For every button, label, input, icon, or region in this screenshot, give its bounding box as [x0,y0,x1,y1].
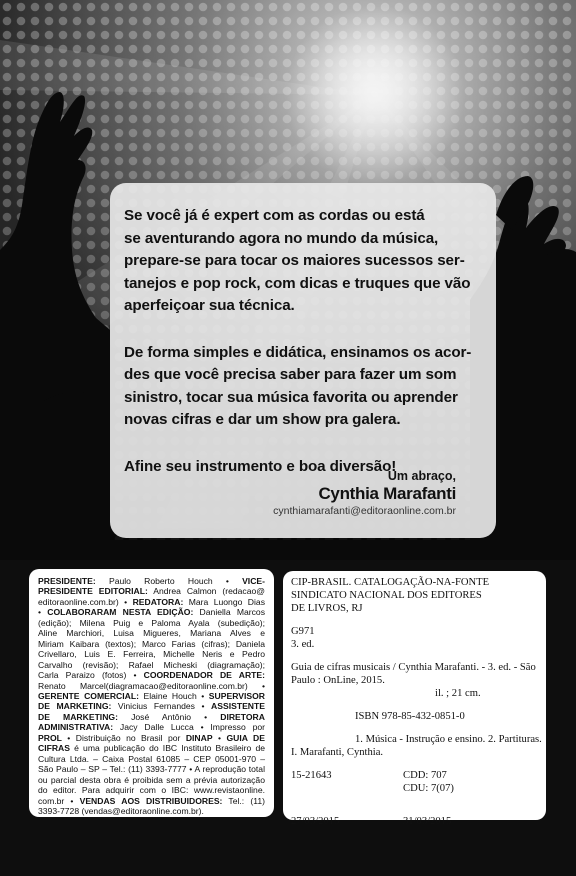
author-name: Cynthia Marafanti [318,484,456,503]
cip-header-line: CIP-BRASIL. CATALOGAÇÃO-NA-FONTE [291,577,490,588]
credits-line: GERENTE COMERCIAL: Elaine Houch • SUPERVISOR [38,690,265,701]
cip-header-line: DE LIVROS, RJ [291,603,363,614]
text-line: prepare-se para tocar os maiores sucessos ser- [124,252,465,269]
text-line: tanejos e pop rock, com dicas e truques que vão [124,274,471,292]
credits-line: CIFRAS é uma publicação do IBC Instituto Brasileiro de [38,743,265,754]
credits-line: ADMINISTRATIVA: Jacy Dalle Lucca • Impresso por [38,722,265,733]
credits-line: PROL • Distribuição no Brasil por DINAP • GUIA DE [38,732,265,743]
credits-box [29,569,274,817]
text-line: Se você já é expert com as cordas ou está [124,207,425,224]
cip-physical: il. ; 21 cm. [435,688,481,699]
intro-message-box [110,183,496,538]
credits-line: do editor. Para adquirir com o IBC: www.revistaonline. [38,785,265,796]
text-line: De forma simples e didática, ensinamos os acor- [124,343,472,361]
cip-date-right: 31/03/2015 [403,816,452,827]
cip-subjects: I. Marafanti, Cynthia. [291,747,384,758]
text-line: Afine seu instrumento e boa diversão! [124,457,397,475]
cip-date-left: 27/03/2015 [291,816,340,827]
credits-line: DE MARKETING: José Antônio • DIRETORA [38,711,265,722]
cip-isbn: ISBN 978-85-432-0851-0 [355,711,465,722]
intro-paragraph-2 [124,342,480,432]
credits-line: Crivellaro, Luis E. Ferreira, Michelle Neris e Pedro [38,649,265,660]
credits-line: São Paulo – SP – Tel.: (11) 3393-7777 • A reprodução total [38,764,265,775]
credits-line: PRESIDENTE: Paulo Roberto Houch • VICE- [38,576,265,586]
credits-line: Renato Marcel(diagramacao@editoraonline.com.br) • [38,680,265,691]
cip-title-line: Guia de cifras musicais / Cynthia Marafanti. - 3. ed. - São [291,662,536,673]
credits-line: Carvalho (revisão); Rafael Micheski (diagramação); [38,659,265,670]
text-line: novas cifras e dar um show pra galera. [124,411,401,428]
author-email: cynthiamarafanti@editoraonline.com.br [273,505,456,517]
credits-line: com.br • VENDAS AOS DISTRIBUIDORES: Tel.: (11) [38,795,265,806]
cip-dates-row [291,815,538,828]
cip-subjects: 1. Música - Instrução e ensino. 2. Partituras. [355,734,542,745]
credits-line: • COLABORARAM NESTA EDIÇÃO: Daniella Marcos [38,607,265,618]
credits-line: ou parcial desta obra é proibida sem a prévia autorização [38,774,265,785]
credits-line: Carla Paraizo (fotos) • COORDENADOR DE ARTE: [38,670,265,681]
cip-edition: 3. ed. [291,639,315,650]
credits-line: Aline Marchiori, Luisa Migueres, Mariana Alves e [38,628,265,639]
cip-header-line: SINDICATO NACIONAL DOS EDITORES [291,590,482,601]
credits-line: DE MARKETING: Vinicius Fernandes • ASSISTENTE [38,701,265,712]
cip-cdd: CDD: 707 [403,770,447,781]
credits-line: 3393-7728 (vendas@editoraonline.com.br). [38,805,204,816]
cip-catalog-box [283,571,546,827]
credits-line: (edição); Milena Puig e Paloma Ayala (subedição); [38,617,265,628]
text-line: sinistro, tocar sua música favorita ou aprender [124,388,458,406]
cip-record-number: 15-21643 [291,770,332,781]
text-line: des que você precisa saber para fazer um som [124,366,457,383]
credits-line: PRESIDENTE EDITORIAL: Andrea Calmon (redacao@ [38,586,265,597]
signature-block [273,469,456,519]
intro-paragraph-1 [124,205,480,318]
text-line: se aventurando agora no mundo da música, [124,229,439,247]
credits-line: Cultura Ltda. – Caixa Postal 61085 – CEP 05001-970 – [38,753,265,764]
cip-class-row [291,769,538,782]
text-line: aperfeiçoar sua técnica. [124,297,295,314]
cip-class-row [291,782,538,795]
credits-line: editoraonline.com.br) • REDATORA: Mara Luongo Dias [38,596,265,607]
cip-code: G971 [291,626,315,637]
cip-title-line: Paulo : OnLine, 2015. [291,675,385,686]
cip-cdu: CDU: 7(07) [403,783,454,794]
greeting: Um abraço, [387,469,456,483]
credits-line: Miriam Kaibara (textos); Marco Farias (cifras); Daniela [38,638,265,649]
